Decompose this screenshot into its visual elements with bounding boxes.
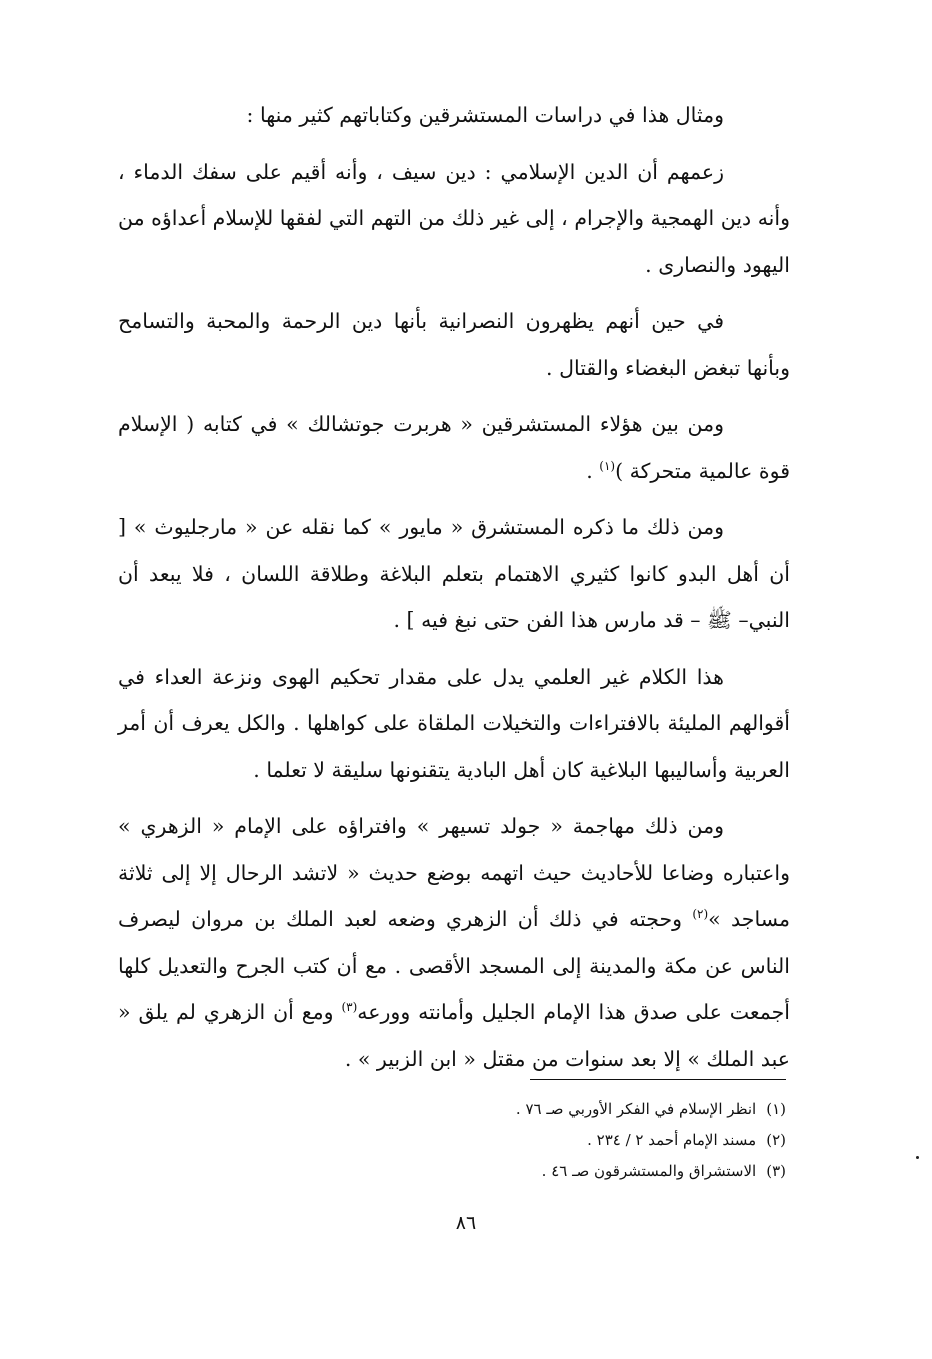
paragraph-muir: ومن ذلك ما ذكره المستشرق « مايور » كما نقله عن « مارجليوث » [ أن أهل البدو كانوا كثيري الاهتمام بتعلم البلاغة وطلاقة اللسان ، فلا يبعد أن النبي– ﷺ – قد مارس هذا الفن حتى نبغ فيه ] .: [118, 515, 790, 632]
footnote-1: [330, 1094, 786, 1125]
body-text: [118, 92, 790, 1092]
paragraph-gottschalk-text: ومن بين هؤلاء المستشرقين « هربرت جوتشالك » في كتابه ( الإسلام قوة عالمية متحركة ): [118, 412, 790, 483]
paragraph-goldziher: [118, 803, 790, 1082]
scan-speck: [916, 1156, 919, 1159]
paragraph-goldziher-part3: ومع أن الزهري لم يلق « عبد الملك » إلا بعد سنوات من مقتل « ابن الزبير » .: [118, 1000, 790, 1071]
paragraph-intro: ومثال هذا في دراسات المستشرقين وكتاباتهم كثير منها :: [246, 103, 724, 127]
paragraph-rebuttal: هذا الكلام غير العلمي يدل على مقدار تحكيم الهوى ونزعة العداء في أقوالهم المليئة بالافتراءات والتخيلات الملقاة على كواهلها . والكل يعرف أن أمر العربية وأساليبها البلاغية كان أهل البادية يتقنونها سليقة لا تعلما .: [118, 664, 790, 782]
footnotes: [330, 1094, 786, 1187]
paragraph-goldziher-part2: وحجته في ذلك أن الزهري وضعه لعبد الملك بن مروان ليصرف الناس عن مكة والمدينة إلى المسجد الأقصى . مع أن كتب الجرح والتعديل كلها أجمعت على صدق هذا الإمام الجليل وأمانته وورعه: [118, 907, 790, 1024]
paragraph-gottschalk-end: .: [586, 458, 600, 483]
footnote-2: [330, 1125, 786, 1156]
paragraph-goldziher-part1: ومن ذلك مهاجمة « جولد تسيهر » وافتراؤه على الإمام « الزهري » واعتباره وضاعا للأحاديث حيث اتهمه بوضع حديث « لاتشد الرحال إلا إلى ثلاثة مساجد »: [118, 814, 790, 931]
footnote-reference-3: (٣): [341, 1000, 358, 1015]
footnote-number-3: (٣): [766, 1162, 786, 1180]
footnote-3: [330, 1156, 786, 1187]
footnote-number-1: (١): [766, 1100, 786, 1118]
footnote-reference-2: (٢): [692, 907, 709, 922]
paragraph-claim-sword: زعمهم أن الدين الإسلامي : دين سيف ، وأنه أقيم على سفك الدماء ، وأنه دين الهمجية والإجرام ، إلى غير ذلك من التهم التي لفقها للإسلام أعداؤه من اليهود والنصارى .: [118, 159, 790, 277]
paragraph-christianity: في حين أنهم يظهرون النصرانية بأنها دين الرحمة والمحبة والتسامح وبأنها تبغض البغضاء والقتال .: [118, 309, 790, 380]
footnote-number-2: (٢): [766, 1131, 786, 1149]
footnote-separator: [530, 1079, 786, 1080]
paragraph-gottschalk: [118, 401, 790, 494]
footnote-text-3: الاستشراق والمستشرقون صـ ٤٦ .: [541, 1162, 757, 1180]
footnote-text-1: انظر الإسلام في الفكر الأوربي صـ ٧٦ .: [515, 1100, 757, 1118]
page-number: ٨٦: [455, 1212, 477, 1234]
footnote-reference-1: (١): [599, 458, 616, 473]
footnote-text-2: مسند الإمام أحمد ٢ / ٢٣٤ .: [587, 1131, 757, 1149]
